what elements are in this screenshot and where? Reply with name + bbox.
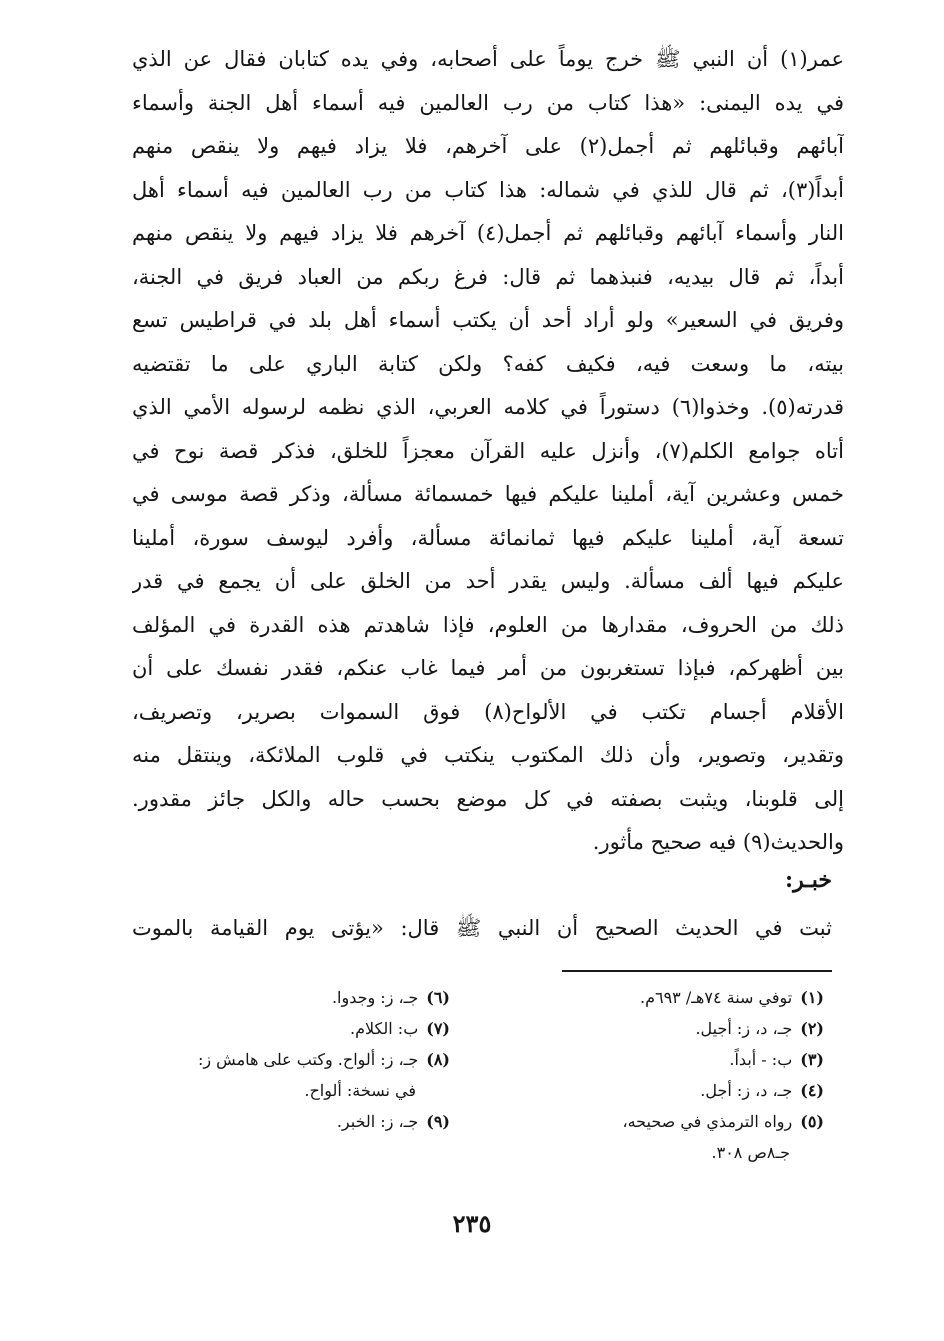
footnote-text: جـ، ز: ألواح. وكتب على هامش ز: — [197, 1050, 419, 1069]
footnote-number: (٢) — [800, 1019, 824, 1038]
text-line-19: والحديث(٩) فيه صحيح مأثور. — [592, 830, 844, 854]
text-line-16: الأقلام أجسام تكتب في الألواح(٨) فوق السموات بصرير، وتصريف، — [132, 699, 844, 724]
footnote-number: (٥) — [800, 1112, 824, 1131]
footnote-5 — [494, 1106, 824, 1137]
footnote-number: (٨) — [426, 1050, 450, 1069]
footnote-1 — [494, 982, 824, 1013]
footnote-4 — [494, 1075, 824, 1106]
page-number: ٢٣٥ — [452, 1209, 492, 1238]
footnote-text: ب: - أبداً. — [729, 1050, 793, 1069]
text-line-5: النار وأسماء آبائهم وقبائلهم ثم أجمل(٤) آخرهم فلا يزاد فيهم ولا ينقص منهم — [132, 221, 844, 245]
text-line-18: إلى قلوبنا، ويثبت بصفته في كل موضع بحسب حاله والكل جائز مقدور. — [132, 786, 844, 811]
text-line-4: أبداً(٣)، ثم قال للذي في شماله: هذا كتاب من رب العالمين فيه أسماء أهل — [132, 177, 844, 202]
footnote-number: (٦) — [426, 988, 450, 1007]
footnote-7 — [130, 1013, 450, 1044]
text-line-10: أتاه جوامع الكلم(٧)، وأنزل عليه القرآن معجزاً للخلق، فذكر قصة نوح في — [132, 438, 844, 463]
footnote-separator — [562, 970, 832, 972]
footnote-9 — [130, 1106, 450, 1137]
footnote-6 — [130, 982, 450, 1013]
text-line-14: ذلك من الحروف، مقدارها من العلوم، فإذا شاهدتم هذه القدرة في المؤلف — [132, 612, 844, 637]
text-line-9: قدرته(٥). وخذوا(٦) دستوراً في كلامه العربي، الذي نظمه لرسوله الأمي الذي — [132, 395, 844, 419]
footnote-text: ب: الكلام. — [350, 1019, 419, 1038]
text-line-3: آبائهم وقبائلهم ثم أجمل(٢) على آخرهم، فلا يزاد فيهم ولا ينقص منهم — [132, 134, 844, 158]
text-line-15: بين أظهركم، فبإذا تستغربون من أمر فيما غاب عنكم، فقدر نفسك على أن — [132, 656, 844, 680]
footnote-2 — [494, 1013, 824, 1044]
footnote-text: جـ، ز: الخبر. — [336, 1112, 419, 1131]
footnote-number: (٩) — [426, 1112, 450, 1131]
footnote-text: جـ، د، ز: أجل. — [700, 1081, 793, 1100]
footnote-number: (١) — [800, 988, 824, 1007]
footnote-8 — [130, 1044, 450, 1075]
footnote-text: في نسخة: ألواح. — [304, 1081, 416, 1100]
text-line-7: وفريق في السعير» ولو أراد أحد أن يكتب أسماء أهل بلد في قراطيس تسع — [132, 308, 844, 332]
text-line-1: عمر(١) أن النبي ﷺ خرج يوماً على أصحابه، وفي يده كتابان فقال عن الذي — [132, 47, 844, 71]
footnote-5-continued — [494, 1137, 824, 1168]
text-line-2: في يده اليمنى: «هذا كتاب من رب العالمين فيه أسماء أهل الجنة وأسماء — [132, 90, 844, 115]
text-line-13: عليكم فيها ألف مسألة. وليس يقدر أحد من الخلق على أن يجمع في قدر — [132, 569, 844, 593]
section-heading: خبـر: — [785, 867, 832, 893]
section-first-line: ثبت في الحديث الصحيح أن النبي ﷺ قال: «يؤتى يوم القيامة بالموت — [132, 916, 832, 940]
footnote-text: جـ٨ص ٣٠٨. — [711, 1143, 790, 1162]
footnote-text: رواه الترمذي في صحيحه، — [622, 1112, 793, 1131]
footnote-8-continued — [130, 1075, 450, 1106]
main-text-block — [132, 38, 844, 865]
footnotes-left-column — [130, 982, 450, 1137]
footnote-text: جـ، ز: وجدوا. — [331, 988, 419, 1007]
footnotes-right-column — [494, 982, 824, 1168]
text-line-11: خمس وعشرين آية، أملينا عليكم فيها خمسمائة مسألة، وذكر قصة موسى في — [132, 482, 844, 506]
footnote-text: جـ، د، ز: أجيل. — [695, 1019, 793, 1038]
footnote-3 — [494, 1044, 824, 1075]
footnote-number: (٣) — [800, 1050, 824, 1069]
footnote-number: (٤) — [800, 1081, 824, 1100]
text-line-6: أبداً، ثم قال بيديه، فنبذهما ثم قال: فرغ ربكم من العباد فريق في الجنة، — [132, 264, 844, 289]
footnote-text: توفي سنة ٧٤هـ/ ٦٩٣م. — [639, 988, 793, 1007]
footnote-number: (٧) — [426, 1019, 450, 1038]
text-line-12: تسعة آية، أملينا عليكم فيها ثمانمائة مسألة، وأفرد ليوسف سورة، أملينا — [132, 525, 844, 550]
text-line-17: وتقدير، وتصوير، وأن ذلك المكتوب ينكتب في قلوب الملائكة، وينتقل منه — [132, 743, 844, 767]
text-line-8: بيته، ما وسعت فيه، فكيف كفه؟ ولكن كتابة الباري على ما تقتضيه — [132, 351, 844, 376]
